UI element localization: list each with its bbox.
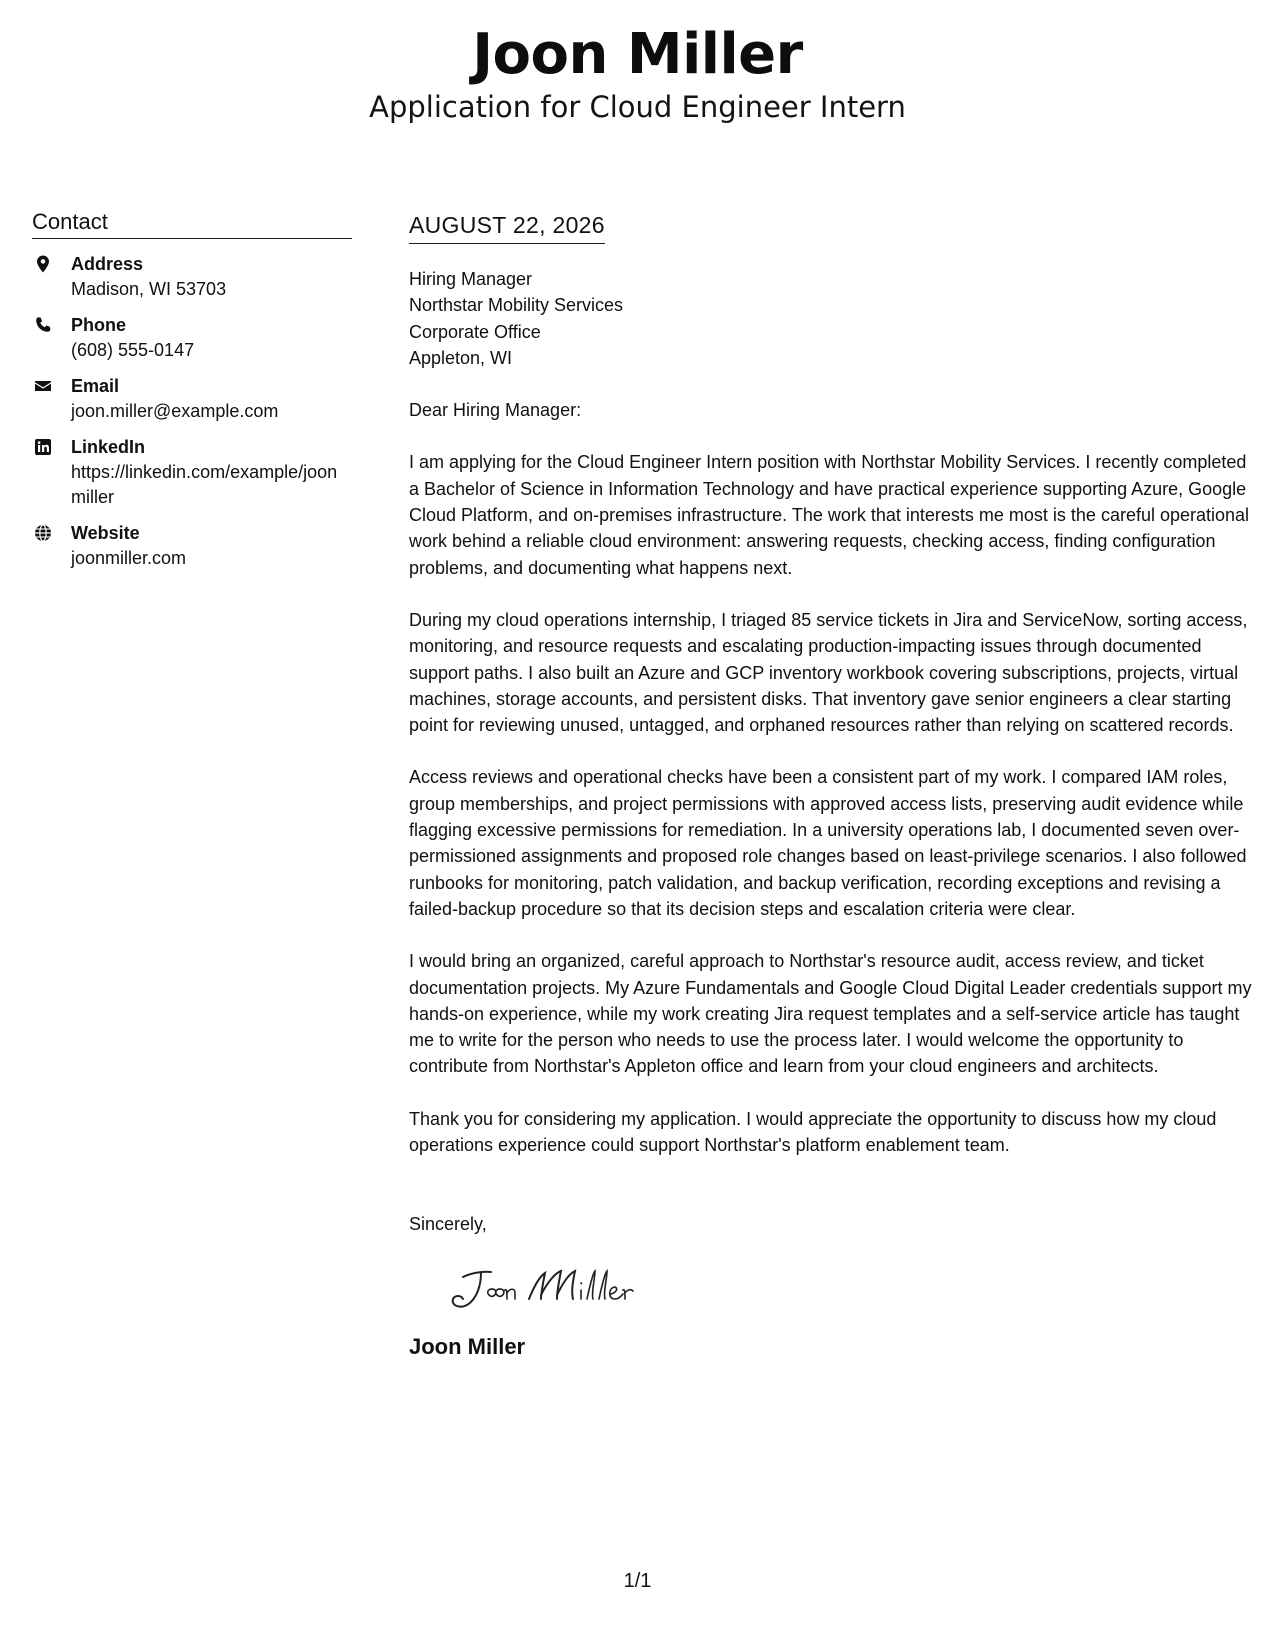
- contact-label: Phone: [71, 315, 127, 335]
- body-paragraph: During my cloud operations internship, I triaged 85 service tickets in Jira and ServiceNow, sorting access, monitoring, and resource requests and escalating production-impacting issues through documented support paths. I also built an Azure and GCP inventory workbook covering subscriptions, projects, virtual machines, storage accounts, and persistent disks. That inventory gave senior engineers a clear starting point for reviewing unused, untagged, and orphaned resources rather than relying on scattered records.: [409, 609, 1248, 736]
- contact-item-website: [32, 521, 352, 571]
- contact-label: Email: [71, 376, 120, 396]
- recipient-line: Corporate Office: [409, 321, 541, 342]
- letter-body: [409, 210, 1255, 1361]
- page-number: 1/1: [623, 1570, 652, 1592]
- recipient-line: Hiring Manager: [409, 269, 533, 289]
- body-paragraph: I would bring an organized, careful approach to Northstar's resource audit, access review, and ticket documentation projects. My Azure Fundamentals and Google Cloud Digital Leader credentials support my hands-on experience, while my work creating Jira request templates and a self-service article has taught me to write for the person who needs to use the process later. I would welcome the opportunity to contribute from Northstar's Appleton office and learn from your cloud engineers and architects.: [409, 951, 1252, 1077]
- contact-section-title: Contact: [32, 208, 352, 239]
- contact-sidebar: [32, 208, 352, 582]
- body-paragraph: Access reviews and operational checks have been a consistent part of my work. I compared IAM roles, group memberships, and project permissions with approved access lists, preserving audit evidence while flagging excessive permissions for remediation. In a university operations lab, I documented seven over-permissioned assignments and proposed role changes based on least-privilege scenarios. I also followed runbooks for monitoring, patch validation, and backup verification, recording exceptions and revising a failed-backup procedure so that its decision steps and escalation criteria were clear.: [409, 767, 1247, 919]
- letter-header: [0, 22, 1275, 126]
- letter-date: AUGUST 22, 2026: [409, 210, 605, 244]
- envelope-icon: [33, 376, 53, 396]
- body-paragraph: Thank you for considering my application. I would appreciate the opportunity to discuss how my cloud operations experience could support Northstar's platform enablement team.: [409, 1108, 1217, 1156]
- phone-icon: [33, 315, 53, 335]
- recipient-line: Northstar Mobility Services: [409, 295, 624, 316]
- recipient-block: [409, 266, 1255, 371]
- contact-label: LinkedIn: [71, 437, 146, 457]
- signer-name: Joon Miller: [409, 1334, 526, 1360]
- email-value[interactable]: joon.miller@example.com: [71, 401, 279, 421]
- application-headline: Application for Cloud Engineer Intern: [369, 90, 906, 124]
- phone-value: (608) 555-0147: [71, 340, 195, 360]
- body-paragraph: I am applying for the Cloud Engineer Intern position with Northstar Mobility Services. I recently completed a Bachelor of Science in Information Technology and have practical experience supporting Azure, Google Cloud Platform, and on-premises infrastructure. The work that interests me most is the careful operational work behind a reliable cloud environment: answering requests, checking access, finding configuration problems, and documenting what happens next.: [409, 452, 1250, 578]
- applicant-name: Joon Miller: [472, 22, 803, 87]
- contact-label: Website: [71, 523, 140, 543]
- contact-item-address: [32, 252, 352, 302]
- address-value: Madison, WI 53703: [71, 279, 227, 299]
- linkedin-value[interactable]: https://linkedin.com/example/joonmiller: [71, 462, 338, 507]
- linkedin-icon: [33, 437, 53, 457]
- map-pin-icon: [33, 254, 53, 274]
- contact-item-email: [32, 374, 352, 424]
- contact-label: Address: [71, 254, 144, 274]
- closing: Sincerely,: [409, 1214, 487, 1235]
- website-value[interactable]: joonmiller.com: [71, 548, 187, 568]
- globe-icon: [33, 523, 53, 543]
- contact-list: [32, 252, 352, 571]
- contact-item-linkedin: [32, 435, 352, 510]
- salutation: Dear Hiring Manager:: [409, 400, 582, 421]
- recipient-line: Appleton, WI: [409, 347, 513, 368]
- handwritten-signature: [443, 1259, 663, 1319]
- contact-item-phone: [32, 313, 352, 363]
